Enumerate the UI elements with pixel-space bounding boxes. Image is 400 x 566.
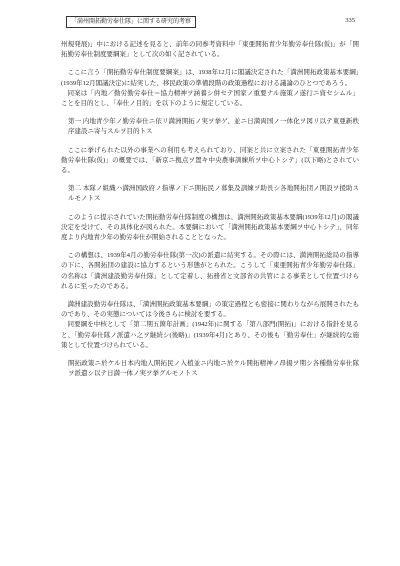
running-title: 「満州開拓勤労奉仕隊」に関する研究的考察 [66, 16, 196, 28]
paragraph: この構想は、1939年4月の勤労奉仕隊(第一次)の派遣に結実する。その際には、満洲開拓総局の指導の下に、各開拓団の建設に協力するという形態がとられた。こうして「東亜開拓青少年勤労奉仕隊」の名称は「満洲建設勤労奉仕隊」として定着し、拓務省と文部省の共管による事業として位置づけられるに至ったのである。 [61, 252, 359, 290]
quoted-passage: 第一 内地青少年ノ勤労奉仕ニ依リ満洲開拓ノ実ヲ挙ゲ、並ニ日満両国ノ一体化ヲ図リ以テ東亜新秩序建設ニ寄与スルヲ目的トス [68, 118, 359, 136]
paragraph: このように提示されていた開拓勤労奉仕隊制度の構想は、満洲開拓政策基本要綱(1939年12月)の閣議決定を受けて、その具体化が図られた。本要綱において「満洲開拓政策基本要綱ヲ中心トシテ」、同年度より内地青少年の勤労奉仕が開始されることとなった。 [61, 213, 359, 242]
paragraph: 同要綱を中核として「第二期五箇年計画」(1942年)に関する「第八部門(開拓)」における指針を見ると、「勤労奉仕隊ノ派遣ハ之ヲ継続シ(後略)」(1939年4月)とあり、その後も「勤労奉仕」が継続的な施策として位置づけられている。 [61, 321, 359, 349]
quoted-passage: 第二 本隊ノ組織ハ満洲国政府ノ指導ノ下ニ開拓民ノ募集及訓練ヲ助長シ各地開拓団ノ開設ヲ援助スルモノトス [68, 185, 359, 203]
paragraph: 州規発展)」中における記述を見ると、前年の同参考資料中「東亜開拓青少年勤労奉仕隊(仮)」が「開拓勤労奉仕制度要綱案」として次の如く記されている。 [61, 41, 359, 59]
body-text [61, 40, 359, 379]
paragraph: 同案は「内地／勤労勤労奉仕＝協力精神ヲ涵養シ併セテ国家ノ重要ナル施策ノ遂行ニ資セシムル」ことを目的とし、「奉仕ノ目的」を以下のように規定している。 [61, 89, 359, 108]
running-header [61, 16, 355, 28]
paragraph: ここに挙げられた以外の事業への利用も考えられており、同案と共に立案された「東亜開拓青少年勤労奉仕隊(仮)」の概要では、「新京ニ拠点ヲ置キ中央農事訓練所ヲ中心トシテ」(以下略)とされている。 [61, 146, 359, 175]
paragraph: ここに言う「開拓勤労奉仕制度要綱案」は、1938年12月に閣議決定された「満洲開拓政策基本要綱」(1939年12月閣議決定)に結実した、移民政策の準備段階の政策過程における議論のひとつであろう。 [61, 69, 359, 87]
paragraph: 満洲建設勤労奉仕隊は、「満洲開拓政策基本要綱」の策定過程とも密接に関わりながら展開されたものであり、その実態については今後さらに検討を要する。 [61, 301, 359, 319]
quoted-passage: 開拓政策ニ於ケル日本内地人開拓民ノ入植並ニ内地ニ於ケル開拓精神ノ昂揚ヲ期シ各種勤労奉仕隊ヲ派遣シ以テ日満一体ノ実ヲ挙グルモノトス [68, 360, 359, 378]
page-number: 335 [345, 17, 355, 24]
